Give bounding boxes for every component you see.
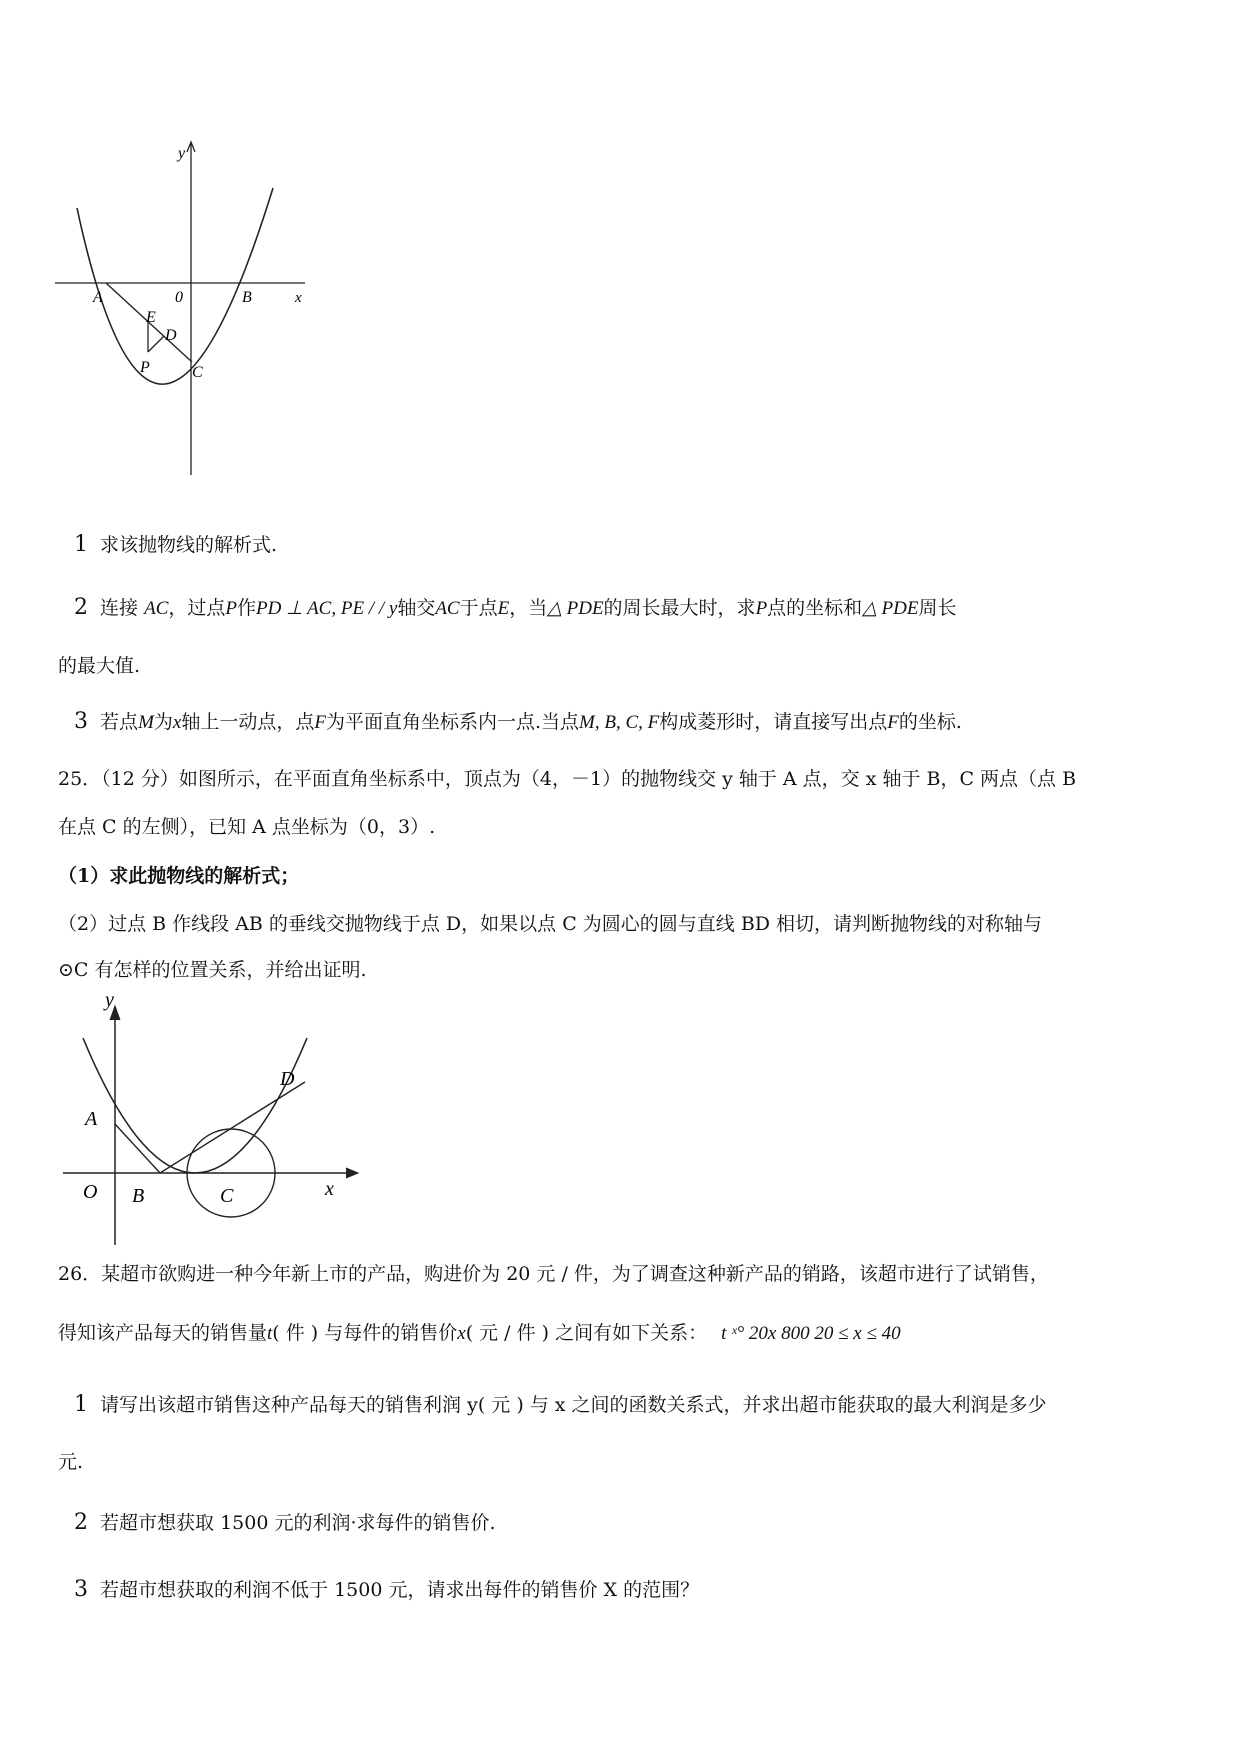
q24-p3-text-a: 若点 (100, 711, 139, 733)
q24-p3-M: M (138, 712, 154, 733)
q24-p2-text-g: 的周长最大时，求 (603, 597, 756, 619)
q24-p2-triangle-2: △ PDE (862, 598, 919, 619)
fig2-segment-BD (160, 1082, 305, 1173)
q25-line-1: 25．（12 分）如图所示，在平面直角坐标系中，顶点为（4，－1）的抛物线交 y 轴于 A 点，交 x 轴于 B，C 两点（点 B (58, 768, 1077, 790)
q24-marker-2: 2 (74, 595, 88, 620)
fig1-label-E: E (146, 309, 156, 326)
parabola-figure-2 (55, 990, 395, 1250)
q24-part-2-continued: 的最大值. (58, 655, 141, 677)
q24-p3-text-d: 为平面直角坐标系内一点.当点 (325, 711, 580, 733)
q24-p2-text-h: 点的坐标和 (767, 597, 863, 619)
q26-part-2 (68, 1508, 496, 1535)
q26-part-1 (68, 1390, 1047, 1417)
q26-var-x: x (457, 1323, 466, 1344)
q24-p2-AC2: AC (435, 598, 460, 619)
fig1-label-C: C (192, 364, 203, 381)
q24-p2-P: P (225, 598, 238, 619)
q24-p2-text-f: ，当 (509, 597, 548, 619)
q24-p2-text-e: 于点 (459, 597, 498, 619)
fig1-label-y: y (178, 145, 186, 162)
q25-part-2-line-1: （2）过点 B 作线段 AB 的垂线交抛物线于点 D，如果以点 C 为圆心的圆与直线 BD 相切，请判断抛物线的对称轴与 (58, 913, 1043, 935)
q25-part-2-line-2: ⊙C 有怎样的位置关系，并给出证明. (58, 959, 367, 981)
q25-part-1: （1）求此抛物线的解析式； (58, 865, 300, 887)
q26-marker-3: 3 (74, 1577, 88, 1602)
fig2-label-C: C (220, 1185, 234, 1207)
q26-part-1-continued: 元. (58, 1451, 84, 1473)
fig2-label-D: D (280, 1068, 295, 1090)
fig2-label-x: x (325, 1178, 334, 1200)
q24-p3-text-c: 轴上一动点，点 (181, 711, 315, 733)
fig1-label-P: P (140, 359, 150, 376)
q25-line-2: 在点 C 的左侧），已知 A 点坐标为（0，3）. (58, 816, 436, 838)
fig2-segment-AB (115, 1124, 160, 1173)
q26-marker-2: 2 (74, 1510, 88, 1535)
q24-p2-triangle-1: △ PDE (547, 598, 604, 619)
fig1-label-A: A (93, 289, 103, 306)
q26-var-t: t (267, 1323, 273, 1344)
q24-p3-F2: F (887, 712, 899, 733)
q26-marker-1: 1 (74, 1392, 88, 1417)
q24-p2-E: E (497, 598, 510, 619)
q24-p2-P2: P (755, 598, 768, 619)
q26-part-3-text: 若超市想获取的利润不低于 1500 元，请求出每件的销售价 X 的范围？ (100, 1579, 700, 1601)
q24-p3-x: x (172, 712, 182, 733)
q24-p2-AC: AC (144, 598, 169, 619)
fig2-label-y: y (105, 990, 114, 1011)
q24-p3-text-b: 为 (153, 711, 173, 733)
fig2-label-origin: O (83, 1181, 98, 1203)
q24-marker-1: 1 (74, 532, 88, 557)
q24-p2-text-b: ，过点 (168, 597, 226, 619)
q26-line-2 (58, 1318, 901, 1345)
q24-p3-MBCF: M, B, C, F (579, 712, 660, 733)
q26-line-2-text-a: 得知该产品每天的销售量 (58, 1322, 268, 1344)
fig1-label-D: D (165, 327, 177, 344)
q26-line-2-text-c: ( 元 / 件 ) 之间有如下关系： (465, 1322, 708, 1344)
q26-line-2-text-b: ( 件 ) 与每件的销售价 (272, 1322, 458, 1344)
q26-part-1-text: 请写出该超市销售这种产品每天的销售利润 y( 元 ) 与 x 之间的函数关系式，并求出超市能获取的最大利润是多少 (100, 1394, 1047, 1416)
q24-p2-text-c: 作 (237, 597, 257, 619)
fig2-parabola (83, 1038, 307, 1173)
q24-marker-3: 3 (74, 709, 88, 734)
q24-p3-F: F (314, 712, 326, 733)
q24-part-2 (68, 593, 957, 620)
q26-part-3 (68, 1575, 699, 1602)
q26-part-2-text: 若超市想获取 1500 元的利润·求每件的销售价. (100, 1512, 496, 1534)
parabola-figure-1 (50, 140, 350, 480)
fig1-label-origin: 0 (175, 289, 183, 306)
q24-p3-text-e: 构成菱形时，请直接写出点 (659, 711, 888, 733)
fig1-label-x: x (295, 290, 302, 306)
fig2-label-A: A (85, 1108, 98, 1130)
q24-p2-text-a: 连接 (100, 597, 139, 619)
q24-p2-text-d: 轴交 (397, 597, 436, 619)
fig1-segment-PD (148, 336, 164, 352)
q26-formula: t ˣ° 20x 800 20 ≤ x ≤ 40 (721, 1323, 901, 1344)
q24-p3-text-f: 的坐标. (898, 711, 962, 733)
q24-part-3 (68, 707, 962, 734)
q24-part-1 (68, 530, 277, 557)
q24-part-1-text: 求该抛物线的解析式. (100, 534, 278, 556)
fig1-parabola (77, 188, 273, 384)
fig1-label-B: B (242, 289, 252, 306)
fig2-x-arrow (346, 1168, 358, 1178)
fig2-label-B: B (132, 1185, 145, 1207)
q24-p2-PD-formula: PD ⊥ AC, PE / / y (256, 598, 398, 619)
q26-line-1: 26．某超市欲购进一种今年新上市的产品，购进价为 20 元 / 件，为了调查这种新产品的销路，该超市进行了试销售， (58, 1263, 1049, 1285)
q24-p2-text-i: 周长 (918, 597, 957, 619)
